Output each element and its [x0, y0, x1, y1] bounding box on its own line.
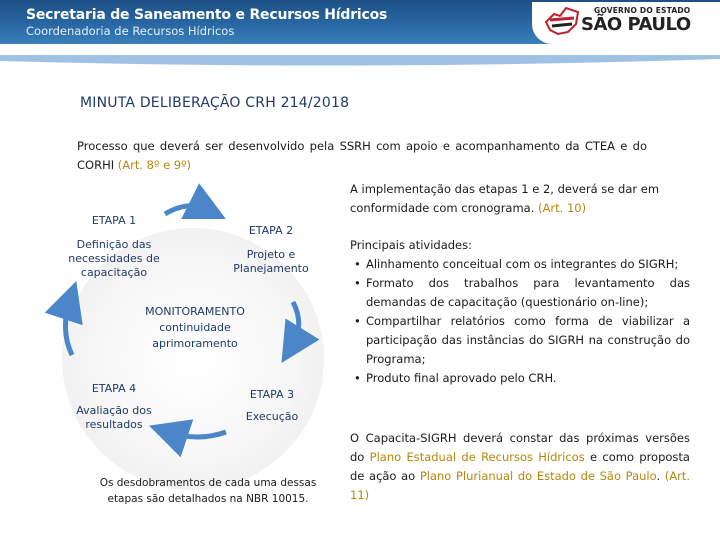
- intro-text: Processo que deverá ser desenvolvido pela SSRH com apoio e acompanhamento da CTEA e do CORHI: [77, 139, 647, 172]
- capacita-text-2: e como proposta de ação ao: [350, 450, 690, 483]
- capacita-highlight-2: Plano Plurianual do Estado de São Paulo: [419, 469, 657, 483]
- monitoring-line1: MONITORAMENTO: [145, 305, 245, 318]
- org-subtitle: Coordenadoria de Recursos Hídricos: [26, 24, 235, 38]
- state-name: SÃO PAULO: [581, 14, 691, 35]
- activities-list: [350, 255, 690, 388]
- list-item: • Compartilhar relatórios como forma de viabilizar a participação das instâncias do SIGRH na construção do Programa;: [366, 312, 690, 369]
- stage-2-body: Projeto e Planejamento: [233, 248, 309, 275]
- document-title: MINUTA DELIBERAÇÃO CRH 214/2018: [80, 95, 350, 111]
- arrow-bottom-icon: [168, 432, 226, 437]
- activities-heading: Principais atividades:: [350, 238, 472, 252]
- capacita-text-3: .: [656, 469, 665, 483]
- stage-1-body: Definição das necessidades de capacitação: [68, 238, 160, 279]
- arrow-right-icon: [292, 302, 299, 346]
- list-item: • Formato dos trabalhos para levantamento das demandas de capacitação (questionário on-line);: [366, 274, 690, 312]
- list-item: • Produto final aprovado pelo CRH.: [366, 369, 690, 388]
- capacita-text-1: O Capacita-SIGRH deverá constar das próximas versões do: [350, 431, 690, 464]
- stage-1-head: ETAPA 1: [91, 214, 137, 227]
- stage-2: [226, 224, 316, 276]
- stage-3-body: Execução: [245, 410, 299, 423]
- stage-2-head: ETAPA 2: [248, 224, 294, 237]
- monitoring-line3: aprimoramento: [152, 337, 238, 350]
- capacita-reference: (Art. 11): [350, 469, 690, 502]
- implementation-paragraph: [350, 180, 690, 218]
- implementation-reference: (Art. 10): [538, 201, 587, 215]
- intro-reference: (Art. 8º e 9º): [117, 158, 192, 172]
- stage-4-body: Avaliação dos resultados: [76, 404, 152, 431]
- monitoring-line2: continuidade: [159, 321, 231, 334]
- stage-4: [60, 382, 168, 432]
- arrow-top-icon: [165, 206, 208, 214]
- government-label: GOVERNO DO ESTADO: [594, 6, 691, 15]
- monitoring-center: [130, 304, 260, 352]
- capacita-highlight-1: Plano Estadual de Recursos Hídricos: [369, 450, 585, 464]
- capacita-paragraph: [350, 429, 690, 505]
- stage-3: [232, 388, 312, 424]
- stage-4-head: ETAPA 4: [91, 382, 137, 395]
- activities-section: [350, 236, 690, 388]
- stage-1: [60, 214, 168, 280]
- arrow-left-icon: [65, 300, 72, 355]
- footnote: Os desdobramentos de cada uma dessas etapas são detalhados na NBR 10015.: [99, 477, 317, 505]
- implementation-text: A implementação das etapas 1 e 2, deverá se dar em conformidade com cronograma.: [350, 182, 660, 215]
- stage-3-head: ETAPA 3: [249, 388, 295, 401]
- list-item: • Alinhamento conceitual com os integrantes do SIGRH;: [366, 255, 690, 274]
- org-title: Secretaria de Saneamento e Recursos Hídricos: [26, 7, 388, 23]
